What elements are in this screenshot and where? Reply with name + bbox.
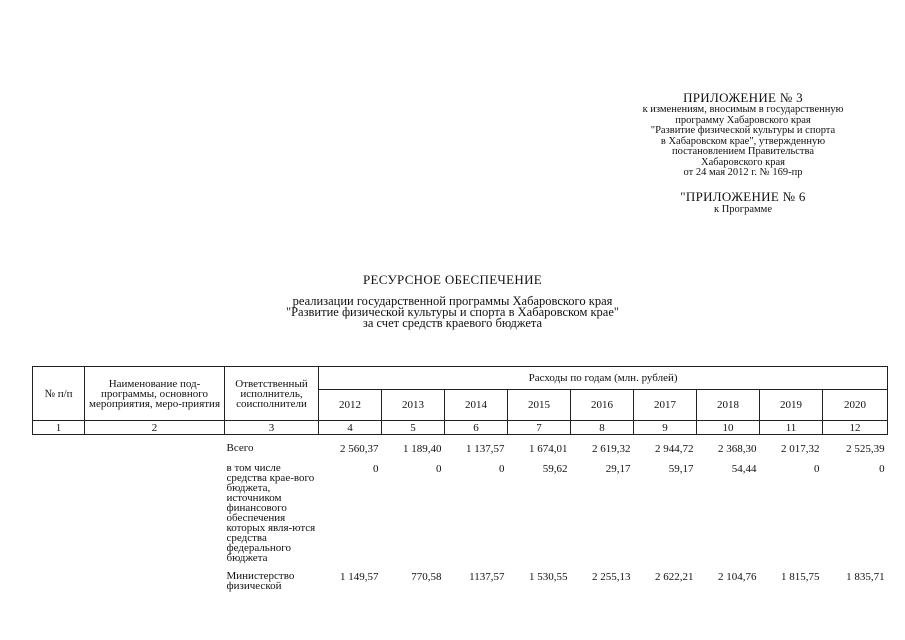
row-name — [85, 443, 225, 455]
cell-value: 59,17 — [668, 463, 694, 475]
column-number: 4 — [319, 421, 382, 435]
cell-value: 2 255,13 — [592, 571, 631, 583]
resource-table — [32, 366, 888, 591]
cell-value: 1 137,57 — [466, 443, 505, 455]
header-year: 2014 — [445, 390, 508, 421]
column-number: 12 — [823, 421, 888, 435]
cell-value: 2 619,32 — [592, 443, 631, 455]
cell-value: 2 368,30 — [718, 443, 757, 455]
header-year: 2015 — [508, 390, 571, 421]
column-number: 7 — [508, 421, 571, 435]
cell-value: 1 835,71 — [846, 571, 885, 583]
cell-value: 2 622,21 — [655, 571, 694, 583]
cell-value: 1 530,55 — [529, 571, 568, 583]
cell-value: 2 560,37 — [340, 443, 379, 455]
column-number: 8 — [571, 421, 634, 435]
heading-subtitle — [0, 296, 905, 329]
cell-value: 2 017,32 — [781, 443, 820, 455]
column-number: 3 — [225, 421, 319, 435]
column-number: 6 — [445, 421, 508, 435]
appendix-block — [612, 90, 874, 216]
header-year: 2018 — [697, 390, 760, 421]
cell-value: 1 674,01 — [529, 443, 568, 455]
column-number: 11 — [760, 421, 823, 435]
cell-value: 1 189,40 — [403, 443, 442, 455]
cell-value: 770,58 — [411, 571, 442, 583]
heading-subtitle-line: реализации государственной программы Хабаровского края — [292, 294, 613, 308]
row-name — [85, 571, 225, 591]
appendix-note-line: Хабаровского края — [701, 156, 785, 168]
row-num — [33, 463, 85, 563]
cell-value: 0 — [436, 463, 442, 475]
row-responsible: в том числе средства крае-вого бюджета, источником финансового обеспечения которых явля-ются средства федерального бюджета — [226, 462, 316, 564]
row-num — [33, 571, 85, 591]
cell-value: 2 525,39 — [846, 443, 885, 455]
appendix-note-line: к изменениям, вносимым в государственную — [642, 104, 844, 115]
header-name: Наименование под-программы, основного мероприятия, меро-приятия — [85, 367, 225, 421]
appendix-note-line: постановлением Правительства — [671, 146, 814, 157]
header-year: 2019 — [760, 390, 823, 421]
heading-title: РЕСУРСНОЕ ОБЕСПЕЧЕНИЕ — [362, 272, 543, 287]
column-number: 5 — [382, 421, 445, 435]
cell-value: 1 149,57 — [340, 571, 379, 583]
header-year: 2017 — [634, 390, 697, 421]
appendix-title-2: "ПРИЛОЖЕНИЕ № 6 — [680, 188, 806, 204]
appendix-note — [612, 105, 874, 179]
appendix-note-line: "Развитие физической культуры и спорта — [650, 125, 836, 136]
heading-subtitle-line: "Развитие физической культуры и спорта в Хабаровском крае" — [285, 305, 620, 319]
header-responsible: Ответственный исполнитель, соисполнители — [225, 367, 319, 421]
cell-value: 29,17 — [605, 463, 631, 475]
table-row — [33, 443, 888, 455]
row-name — [85, 463, 225, 563]
header-num: № п/п — [33, 367, 85, 421]
header-year: 2013 — [382, 390, 445, 421]
cell-value: 2 944,72 — [655, 443, 694, 455]
header-year: 2020 — [823, 390, 888, 421]
cell-value: 1137,57 — [469, 571, 505, 583]
appendix-note-line: программу Хабаровского края — [675, 114, 811, 126]
cell-value: 59,62 — [542, 463, 568, 475]
table-row — [33, 571, 888, 591]
appendix-note-line: в Хабаровском крае", утвержденную — [660, 135, 826, 147]
header-expenses: Расходы по годам (млн. рублей) — [319, 367, 888, 390]
column-number: 9 — [634, 421, 697, 435]
appendix-title: ПРИЛОЖЕНИЕ № 3 — [683, 90, 803, 105]
column-number: 10 — [697, 421, 760, 435]
heading-subtitle-line: за счет средств краевого бюджета — [362, 316, 543, 330]
appendix-note-line: от 24 мая 2012 г. № 169-пр — [683, 167, 803, 178]
document-heading — [0, 272, 905, 329]
column-number: 1 — [33, 421, 85, 435]
cell-value: 54,44 — [731, 463, 757, 475]
appendix-note-2: к Программе — [714, 203, 772, 215]
cell-value: 2 104,76 — [718, 571, 757, 583]
cell-value: 1 815,75 — [781, 571, 820, 583]
cell-value: 0 — [499, 463, 505, 475]
row-responsible: Всего — [226, 442, 254, 454]
table-row — [33, 463, 888, 563]
header-year: 2012 — [319, 390, 382, 421]
header-year: 2016 — [571, 390, 634, 421]
row-responsible: Министерство физической — [226, 570, 295, 592]
row-num — [33, 443, 85, 455]
cell-value: 0 — [879, 463, 885, 475]
cell-value: 0 — [814, 463, 820, 475]
column-number: 2 — [85, 421, 225, 435]
cell-value: 0 — [373, 463, 379, 475]
